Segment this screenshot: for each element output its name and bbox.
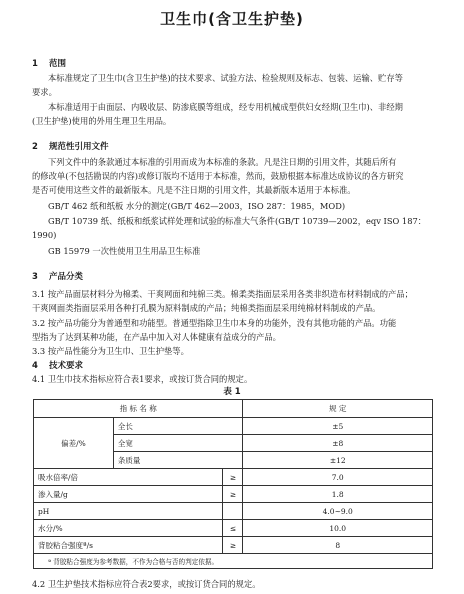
section-heading-3: 3 产品分类: [32, 272, 83, 282]
clause: 4.1 卫生巾技术指标应符合表1要求，或按订货合同的规定。: [32, 374, 253, 384]
row-name: 水分/%: [34, 520, 223, 537]
row-value: 7.0: [243, 469, 433, 486]
reference-item-cont: 1990): [32, 230, 57, 240]
row-name: 全长: [113, 418, 243, 435]
table-caption: 表 1: [223, 387, 241, 397]
row-op: ≥: [223, 537, 243, 554]
section-heading-4: 4 技术要求: [32, 361, 83, 371]
clause: 干爽网面类指面层采用各种打孔膜为原料制成的产品；纯棉类指面层采用纯棉材料制成的产品。: [32, 303, 381, 313]
paragraph: 下列文件中的条款通过本标准的引用而成为本标准的条款。凡是注日期的引用文件，其随后所有: [48, 157, 397, 167]
clause: 3.3 按产品性能分为卫生巾、卫生护垫等。: [32, 346, 189, 356]
row-op: ≥: [223, 469, 243, 486]
paragraph: 本标准规定了卫生巾(含卫生护垫)的技术要求、试验方法、检验规则及标志、包装、运输、贮存等: [48, 73, 403, 83]
row-value: ±12: [243, 452, 433, 469]
row-value: 8: [243, 537, 433, 554]
table-note-row: [34, 554, 433, 569]
document-title: 卫生巾(含卫生护垫): [160, 10, 304, 28]
clause: 4.2 卫生护垫技术指标应符合表2要求，或按订货合同的规定。: [32, 579, 261, 589]
clause: 3.1 按产品面层材料分为棉柔、干爽网面和纯棉三类。棉柔类指面层采用各类非织造布材料制成的产品；: [32, 289, 413, 299]
row-op: ≥: [223, 486, 243, 503]
row-value: ±5: [243, 418, 433, 435]
row-value: 1.8: [243, 486, 433, 503]
section-heading-1: 1 范围: [32, 59, 66, 69]
paragraph: (卫生护垫)使用的外用生理卫生用品。: [32, 116, 172, 126]
spec-table: [33, 399, 433, 569]
row-name: pH: [34, 503, 223, 520]
table-row: [34, 469, 433, 486]
row-op: [223, 503, 243, 520]
reference-item: GB/T 10739 纸、纸板和纸浆试样处理和试验的标准大气条件(GB/T 10739—2002，eqv ISO 187：: [48, 216, 427, 226]
row-name: 吸水倍率/倍: [34, 469, 223, 486]
reference-item: GB 15979 一次性使用卫生用品卫生标准: [48, 246, 201, 256]
row-op: ≤: [223, 520, 243, 537]
row-value: 4.0~9.0: [243, 503, 433, 520]
section-heading-2: 2 规范性引用文件: [32, 142, 109, 152]
table-row: [34, 418, 433, 435]
row-name: 背胶粘合强度ª/s: [34, 537, 223, 554]
row-value: 10.0: [243, 520, 433, 537]
paragraph: 是否可使用这些文件的最新版本。凡是不注日期的引用文件，其最新版本适用于本标准。: [32, 185, 356, 195]
row-name: 渗入量/g: [34, 486, 223, 503]
group-label: 偏差/%: [34, 418, 114, 469]
table-row: [34, 537, 433, 554]
table-note: ª 背胶粘合强度为参考数据，不作为合格与否的判定依据。: [34, 554, 433, 569]
table-row: [34, 503, 433, 520]
header-name: 指 标 名 称: [34, 400, 243, 418]
table-row: [34, 486, 433, 503]
clause: 3.2 按产品功能分为普通型和功能型。普通型指除卫生巾本身的功能外，没有其他功能的产品。功能: [32, 318, 397, 328]
row-name: 全宽: [113, 435, 243, 452]
table-row: [34, 520, 433, 537]
row-value: ±8: [243, 435, 433, 452]
paragraph: 的修改单(不包括勘误的内容)或修订版均不适用于本标准，然而，鼓励根据本标准达成协议的各方研究: [32, 171, 404, 181]
table-header-row: [34, 400, 433, 418]
reference-item: GB/T 462 纸和纸板 水分的测定(GB/T 462—2003，ISO 287：1985，MOD): [48, 201, 346, 211]
header-spec: 规 定: [243, 400, 433, 418]
paragraph: 本标准适用于由面层、内吸收层、防渗底膜等组成，经专用机械成型供妇女经期(卫生巾)、非经期: [48, 102, 403, 112]
paragraph: 要求。: [32, 87, 57, 97]
row-name: 条质量: [113, 452, 243, 469]
clause: 型指为了达到某种功能，在产品中加入对人体健康有益成分的产品。: [32, 332, 281, 342]
